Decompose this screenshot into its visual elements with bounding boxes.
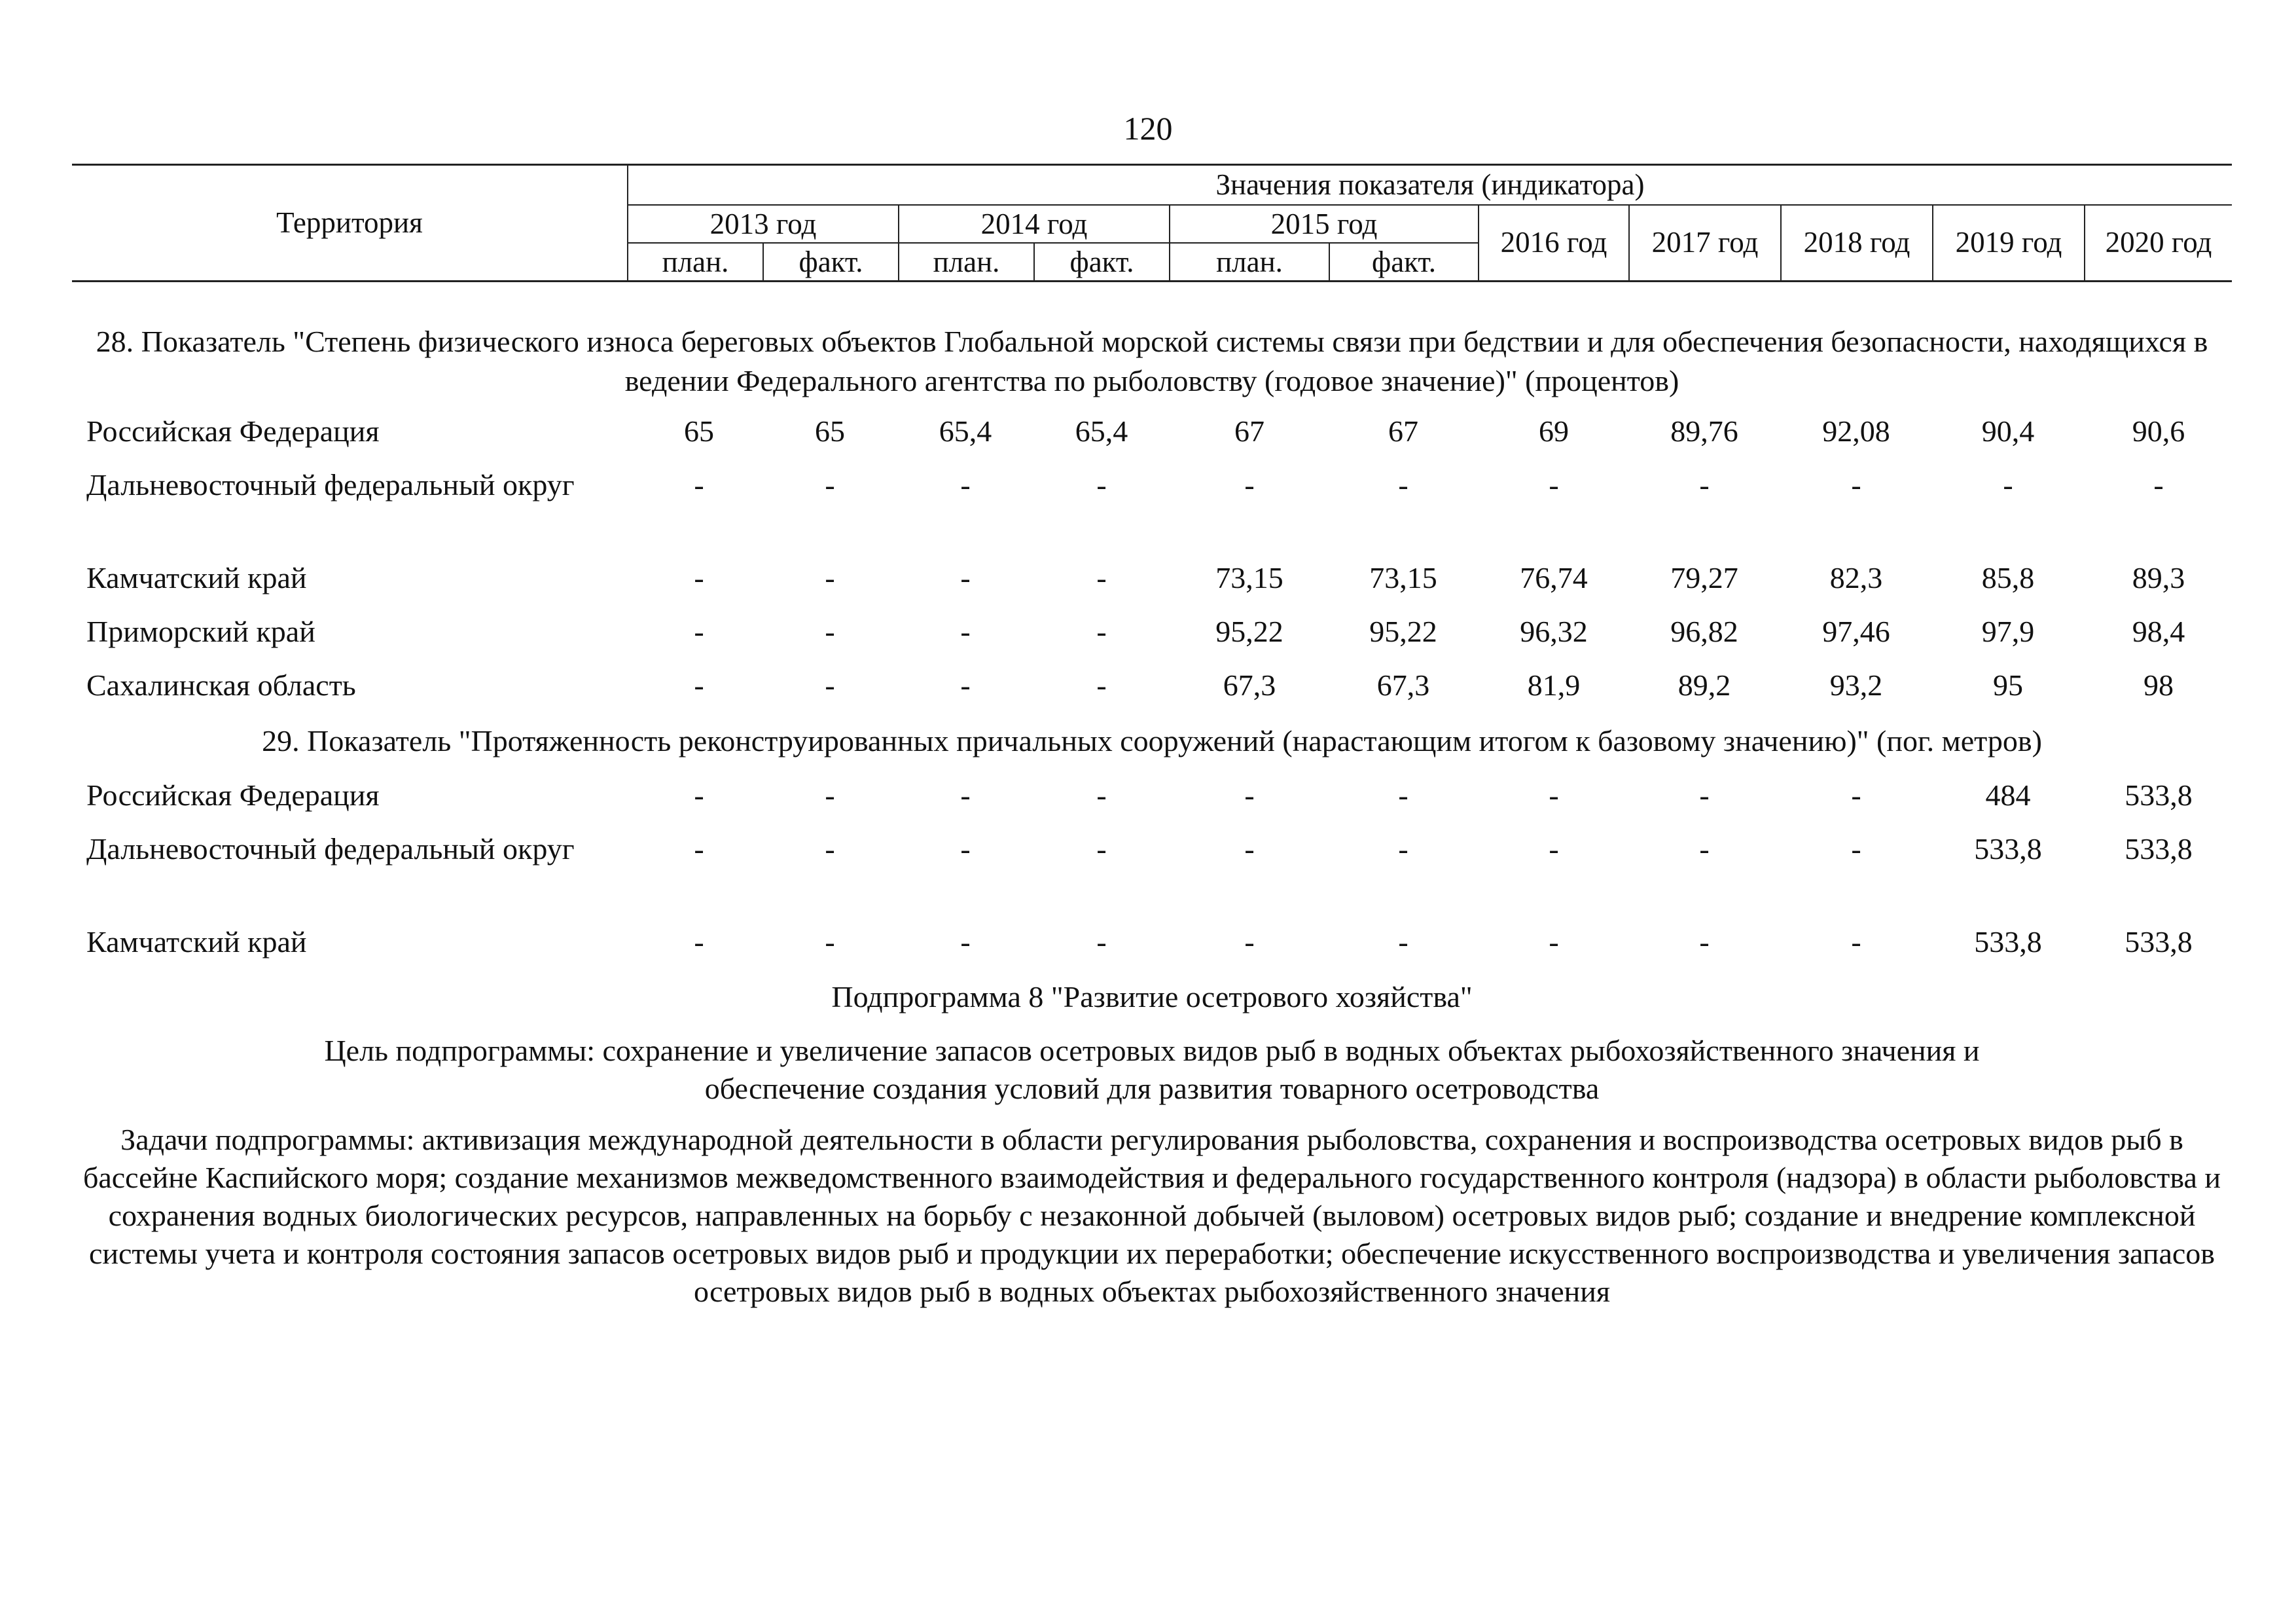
row-label: Приморский край — [86, 615, 315, 648]
table-cell: - — [1851, 832, 1861, 866]
table-cell: 97,46 — [1822, 615, 1890, 648]
table-cell: 97,9 — [1981, 615, 2035, 648]
table-cell: - — [960, 561, 971, 594]
table-cell: - — [1244, 925, 1255, 958]
table-cell: 533,8 — [1974, 925, 2042, 958]
table-cell: 95,22 — [1215, 615, 1283, 648]
table-cell: - — [960, 468, 971, 501]
header-year-2019: 2019 год — [1955, 226, 2062, 259]
table-cell: 96,32 — [1520, 615, 1588, 648]
table-cell: 65,4 — [939, 414, 992, 448]
table-cell: - — [825, 778, 835, 812]
table-cell: - — [1244, 832, 1255, 866]
table-cell: - — [1398, 778, 1408, 812]
table-cell: 67 — [1388, 414, 1418, 448]
table-cell: - — [1096, 778, 1107, 812]
table-cell: - — [1096, 925, 1107, 958]
table-cell: 67 — [1234, 414, 1265, 448]
header-plan: план. — [933, 246, 1000, 278]
table-cell: - — [825, 832, 835, 866]
row-label: Российская Федерация — [86, 414, 380, 448]
table-cell: - — [1096, 668, 1107, 702]
table-cell: - — [2003, 468, 2013, 501]
table-cell: - — [1699, 925, 1710, 958]
table-cell: - — [1851, 778, 1861, 812]
table-cell: 93,2 — [1829, 668, 1883, 702]
tasks-text: Задачи подпрограммы: активизация международной деятельности в области регулирования рыболовства, сохранения и воспроизводства осетровых видов рыб в бассейне Каспийского моря; создание механизмов межведомственного взаимодействия и федерального государственного контроля (надзора) в области рыболовства и сохранения водных биологических ресурсов, направленных на борьбу с незаконной добычей (выловом) осетровых видов рыб; создание и внедрение комплексной системы учета и контроля состояния запасов осетровых видов рыб и продукции их переработки; обеспечение искусственного воспроизводства и увеличения запасов осетровых видов рыб в водных объектах рыбохозяйственного значения — [82, 1123, 2221, 1308]
table-cell: - — [694, 561, 704, 594]
header-indicator-values: Значения показателя (индикатора) — [1215, 168, 1645, 201]
row-label: Дальневосточный федеральный округ — [86, 832, 575, 866]
header-year-2014: 2014 год — [980, 208, 1088, 240]
table-cell: 67,3 — [1376, 668, 1430, 702]
table-cell: - — [1096, 832, 1107, 866]
table-cell: - — [1549, 925, 1559, 958]
row-label: Камчатский край — [86, 561, 307, 594]
table-cell: 73,15 — [1215, 561, 1283, 594]
table-cell: - — [825, 668, 835, 702]
section-title-28: 28. Показатель "Степень физического износа береговых объектов Глобальной морской системы связи при бедствии и для обеспечения безопасности, находящихся в ведении Федерального агентства по рыболовству (годовое значение)" (процентов) — [96, 325, 2208, 397]
table-cell: 533,8 — [2125, 778, 2193, 812]
table-cell: 89,3 — [2132, 561, 2185, 594]
table-cell: - — [960, 668, 971, 702]
header-top-rule — [72, 164, 2232, 166]
table-cell: 533,8 — [2125, 925, 2193, 958]
header-year-2015: 2015 год — [1270, 208, 1378, 240]
goal-text: Цель подпрограммы: сохранение и увеличение запасов осетровых видов рыб в водных объектах рыбохозяйственного значения и обеспечение создания условий для развития товарного осетроводства — [324, 1034, 1980, 1105]
table-cell: - — [825, 468, 835, 501]
table-cell: - — [1096, 615, 1107, 648]
table-cell: 76,74 — [1520, 561, 1588, 594]
header-year-2018: 2018 год — [1803, 226, 1910, 259]
table-cell: 90,6 — [2132, 414, 2185, 448]
table-cell: - — [1549, 468, 1559, 501]
table-cell: 79,27 — [1670, 561, 1738, 594]
table-cell: - — [694, 468, 704, 501]
table-cell: 65,4 — [1075, 414, 1128, 448]
table-cell: 73,15 — [1369, 561, 1437, 594]
table-cell: - — [825, 925, 835, 958]
table-cell: 85,8 — [1981, 561, 2035, 594]
table-cell: - — [694, 778, 704, 812]
table-cell: 533,8 — [2125, 832, 2193, 866]
table-cell: - — [694, 832, 704, 866]
table-cell: 90,4 — [1981, 414, 2035, 448]
table-cell: 484 — [1985, 778, 2031, 812]
table-cell: - — [1851, 925, 1861, 958]
table-cell: - — [1549, 778, 1559, 812]
header-fact: факт. — [798, 246, 863, 278]
table-cell: - — [1096, 561, 1107, 594]
table-cell: - — [1398, 832, 1408, 866]
table-cell: - — [1851, 468, 1861, 501]
header-year-2016: 2016 год — [1500, 226, 1607, 259]
table-cell: - — [960, 778, 971, 812]
header-subrule-1 — [627, 204, 2232, 206]
table-cell: - — [1244, 778, 1255, 812]
table-cell: 96,82 — [1670, 615, 1738, 648]
table-cell: 69 — [1539, 414, 1569, 448]
page-number: 120 — [1123, 110, 1173, 147]
table-cell: 98,4 — [2132, 615, 2185, 648]
table-cell: - — [694, 615, 704, 648]
table-cell: 95,22 — [1369, 615, 1437, 648]
table-cell: 81,9 — [1527, 668, 1581, 702]
section-title-29: 29. Показатель "Протяженность реконструированных причальных сооружений (нарастающим итогом к базовому значению)" (пог. метров) — [262, 724, 2042, 757]
table-cell: - — [825, 615, 835, 648]
table-cell: - — [1096, 468, 1107, 501]
table-cell: 95 — [1993, 668, 2023, 702]
table-cell: - — [1699, 832, 1710, 866]
header-fact: факт. — [1372, 246, 1436, 278]
header-fact: факт. — [1069, 246, 1134, 278]
row-label: Сахалинская область — [86, 668, 356, 702]
header-plan: план. — [662, 246, 729, 278]
header-bottom-rule — [72, 280, 2232, 282]
row-label: Дальневосточный федеральный округ — [86, 468, 575, 501]
table-cell: - — [960, 615, 971, 648]
row-label: Российская Федерация — [86, 778, 380, 812]
table-cell: - — [1699, 468, 1710, 501]
table-cell: - — [694, 925, 704, 958]
table-cell: - — [1699, 778, 1710, 812]
table-cell: - — [2153, 468, 2164, 501]
table-cell: 92,08 — [1822, 414, 1890, 448]
table-cell: 533,8 — [1974, 832, 2042, 866]
table-cell: - — [694, 668, 704, 702]
table-cell: 82,3 — [1829, 561, 1883, 594]
header-territory: Территория — [276, 206, 423, 239]
row-label: Камчатский край — [86, 925, 307, 958]
header-year-2017: 2017 год — [1651, 226, 1759, 259]
table-cell: 98 — [2144, 668, 2174, 702]
table-cell: - — [1549, 832, 1559, 866]
table-cell: 89,76 — [1670, 414, 1738, 448]
header-year-2020: 2020 год — [2105, 226, 2212, 259]
table-cell: - — [1398, 925, 1408, 958]
table-cell: - — [960, 925, 971, 958]
table-cell: - — [1398, 468, 1408, 501]
header-subrule-2 — [627, 242, 1478, 244]
table-cell: - — [825, 561, 835, 594]
subprogram-title: Подпрограмма 8 "Развитие осетрового хозяйства" — [831, 980, 1473, 1013]
header-year-2013: 2013 год — [709, 208, 817, 240]
header-plan: план. — [1216, 246, 1283, 278]
table-cell: - — [1244, 468, 1255, 501]
table-cell: 89,2 — [1677, 668, 1731, 702]
table-cell: - — [960, 832, 971, 866]
table-cell: 65 — [684, 414, 714, 448]
table-cell: 65 — [815, 414, 845, 448]
table-cell: 67,3 — [1223, 668, 1276, 702]
